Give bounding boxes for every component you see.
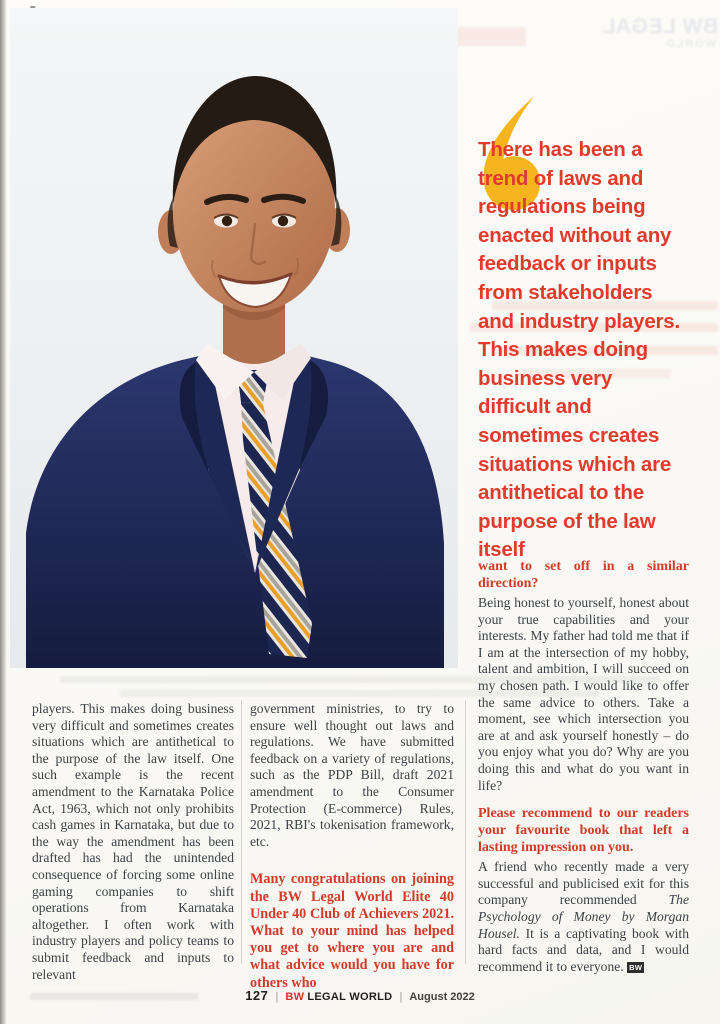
scan-edge-artifact <box>0 0 7 1024</box>
article-column-3 <box>478 558 689 975</box>
bleedthrough-logo-text: BW LEGAL <box>602 15 718 38</box>
article-column-2 <box>250 701 454 992</box>
brand-name: LEGAL WORLD <box>307 991 393 1003</box>
interview-question: Many congratulations on joining the BW Legal World Elite 40 Under 40 Club of Achievers 2021. What to your mind has helped you get to where you are and what advice would you have for others who <box>250 871 454 991</box>
iris-right <box>278 216 288 226</box>
bleedthrough-brand-logo <box>568 16 718 50</box>
footer-separator: | <box>399 991 403 1003</box>
interview-answer <box>478 859 689 975</box>
page-footer <box>0 988 720 1003</box>
iris-left <box>222 216 232 226</box>
column-divider <box>465 700 466 964</box>
article-end-mark: BW <box>629 962 643 972</box>
page-number: 127 <box>245 988 269 1003</box>
answer-text: A friend who recently made a very successful and publicised exit for this company recommended <box>478 859 689 908</box>
interview-question: Please recommend to our readers your favourite book that left a lasting impression on you. <box>478 806 689 856</box>
column-divider <box>241 700 242 964</box>
portrait-photo <box>10 8 458 668</box>
issue-date: August 2022 <box>409 991 475 1003</box>
footer-separator: | <box>275 991 279 1003</box>
brand-bw: BW <box>285 991 305 1003</box>
bleedthrough-logo-subtext: WORLD <box>664 38 716 50</box>
article-paragraph: government ministries, to try to ensure well thought out laws and regulations. We have submitted feedback on a variety of regulations, such as the PDP Bill, draft 2021 amendment to the Consumer Protection (E-commerce) Rules, 2021, RBI's tokenisation framework, etc. <box>250 701 454 849</box>
pull-quote: There has been a trend of laws and regulations being enacted without any feedback or inputs from stakeholders and industry players. This makes doing business very difficult and sometimes creates situations which are antithetical to the purpose of the law itself <box>478 138 681 562</box>
book-title: The Psychology of Money by Morgan Housel. <box>478 892 689 941</box>
interview-question: want to set off in a similar direction? <box>478 559 689 591</box>
article-column-1: players. This makes doing business very difficult and sometimes creates situations which are antithetical to the purpose of the law itself. One such example is the recent amendment to the Karnataka Police Act, 1963, which not only prohibits cash games in Karnataka, but due to the way the amendment has been drafted has had the unintended consequence of forcing some online gaming companies to shift operations from Karnataka altogether. I often work with industry players and policy teams to submit feedback and inputs to relevant <box>32 701 234 982</box>
interview-answer: Being honest to yourself, honest about your true capabilities and your interests. My father had told me that if I am at the intersection of my hobby, talent and ambition, I will succeed on my chosen path. I would like to offer the same advice to others. Take a moment, see which intersection you are at and ask yourself honestly – do you enjoy what you do? Why are you doing this and what do you want in life? <box>478 595 689 793</box>
answer-text: It is a captivating book with hard facts and data, and I would recommend it to everyone. <box>478 925 689 974</box>
